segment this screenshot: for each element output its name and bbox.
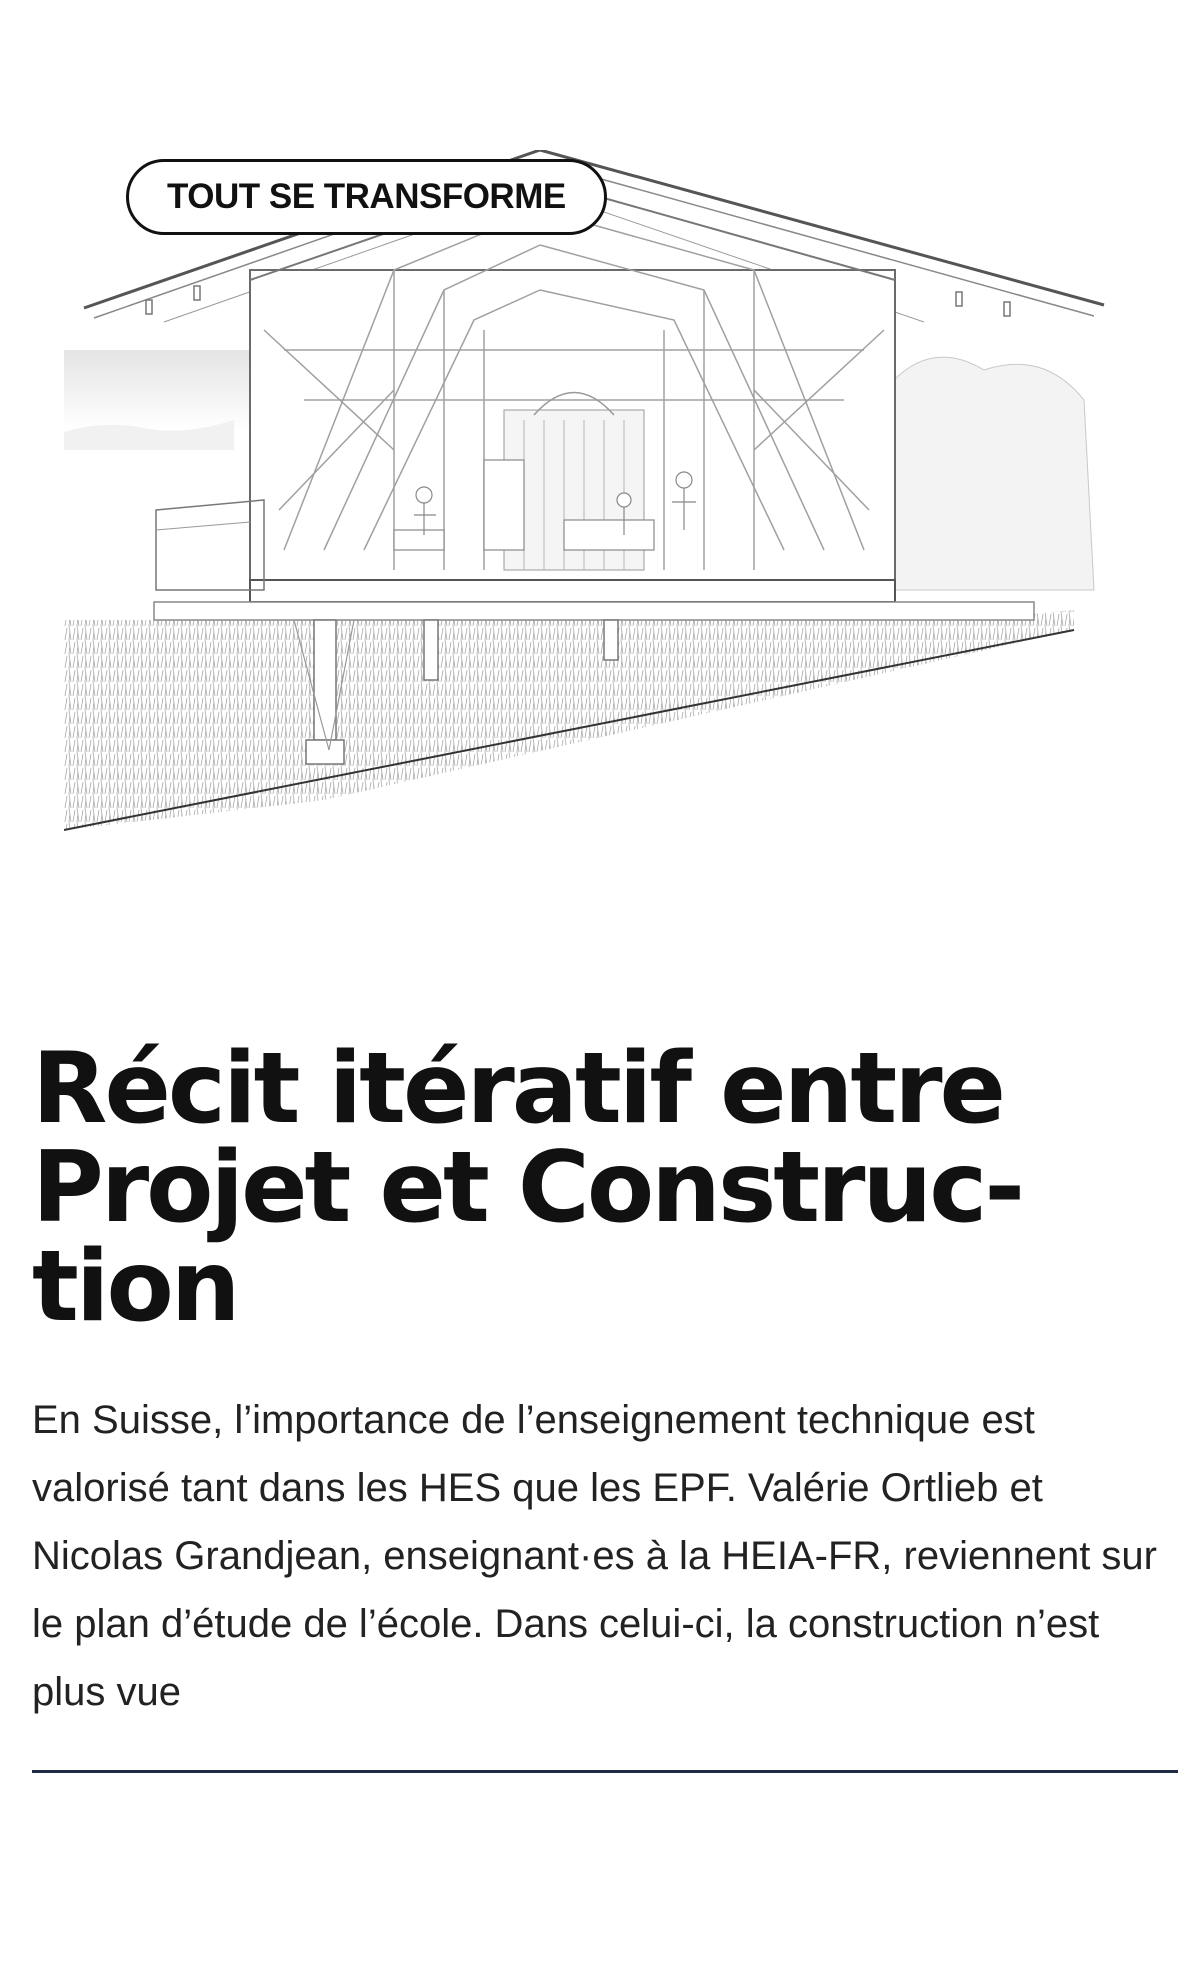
category-badge[interactable]: TOUT SE TRANSFORME <box>126 159 607 235</box>
article-title[interactable]: Récit itératif entre Projet et Construc-tion <box>32 1032 1022 1344</box>
architectural-section-drawing <box>64 150 1150 890</box>
divider <box>32 1770 1178 1773</box>
hero-illustration <box>64 150 1150 890</box>
article-lede: En Suisse, l’importance de l’enseignement technique est valorisé tant dans les HES que les EPF. Valérie Ortlieb et Nicolas Grandjean, enseignant·es à la HEIA-FR, reviennent sur le plan d’étude de l’école. Dans celui-ci, la construction n’est plus vue <box>32 1398 1157 1714</box>
